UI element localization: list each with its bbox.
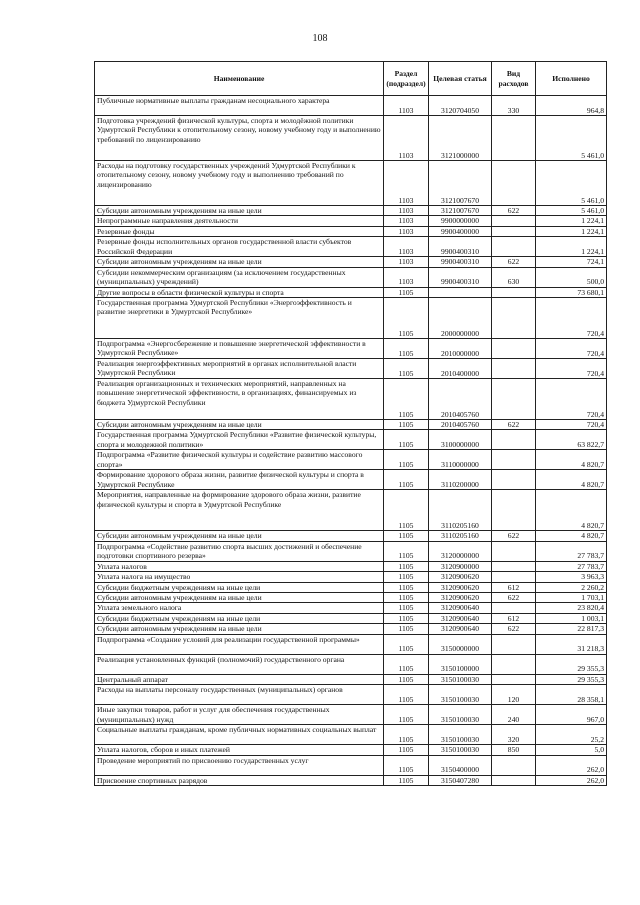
row-section: 1105 xyxy=(384,634,429,654)
row-name: Субсидии бюджетным учреждениям на иные цели xyxy=(95,582,384,592)
table-row xyxy=(95,624,607,634)
row-expense-type: 240 xyxy=(492,705,536,725)
row-name: Иные закупки товаров, работ и услуг для обеспечения государственных (муниципальных) нужд xyxy=(95,705,384,725)
header-expense-type: Вид расходов xyxy=(492,62,536,96)
row-target: 3100000000 xyxy=(429,430,492,450)
table-row xyxy=(95,775,607,785)
row-expense-type xyxy=(492,450,536,470)
row-executed: 28 358,1 xyxy=(536,685,607,705)
table-row xyxy=(95,582,607,592)
row-target: 3121007670 xyxy=(429,161,492,206)
row-executed: 23 820,4 xyxy=(536,603,607,613)
row-name: Уплата налогов xyxy=(95,561,384,571)
row-section: 1105 xyxy=(384,450,429,470)
row-expense-type: 850 xyxy=(492,745,536,755)
row-expense-type: 622 xyxy=(492,624,536,634)
row-section: 1105 xyxy=(384,572,429,582)
row-name: Подпрограмма «Содействие развитию спорта высших достижений и обеспечение подготовки спортивного резерва» xyxy=(95,541,384,561)
table-row xyxy=(95,430,607,450)
table-row xyxy=(95,450,607,470)
row-name: Мероприятия, направленные на формирование здорового образа жизни, развитие физической культуры и спорта в Удмуртской Республике xyxy=(95,490,384,531)
row-executed: 262,0 xyxy=(536,775,607,785)
row-section: 1105 xyxy=(384,705,429,725)
table-row xyxy=(95,470,607,490)
row-expense-type xyxy=(492,237,536,257)
table-row xyxy=(95,593,607,603)
row-target: 3110205160 xyxy=(429,531,492,541)
table-row xyxy=(95,561,607,571)
row-name: Уплата земельного налога xyxy=(95,603,384,613)
row-expense-type xyxy=(492,775,536,785)
row-executed: 5,0 xyxy=(536,745,607,755)
row-executed: 29 355,3 xyxy=(536,674,607,684)
row-section: 1105 xyxy=(384,725,429,745)
row-name: Социальные выплаты гражданам, кроме публичных нормативных социальных выплат xyxy=(95,725,384,745)
row-section: 1105 xyxy=(384,531,429,541)
table-row xyxy=(95,237,607,257)
row-executed: 724,1 xyxy=(536,257,607,267)
row-section: 1103 xyxy=(384,237,429,257)
table-row xyxy=(95,755,607,775)
table-row xyxy=(95,634,607,654)
row-target: 2000000000 xyxy=(429,298,492,339)
table-row xyxy=(95,379,607,420)
row-section: 1103 xyxy=(384,267,429,287)
row-section: 1105 xyxy=(384,359,429,379)
row-expense-type xyxy=(492,603,536,613)
table-row xyxy=(95,541,607,561)
row-name: Субсидии автономным учреждениям на иные цели xyxy=(95,593,384,603)
row-name: Государственная программа Удмуртской Республики «Развитие физической культуры, спорта и молодежной политики» xyxy=(95,430,384,450)
row-name: Субсидии автономным учреждениям на иные цели xyxy=(95,624,384,634)
row-target: 3120900000 xyxy=(429,561,492,571)
table-row xyxy=(95,206,607,216)
row-target: 2010405760 xyxy=(429,379,492,420)
row-executed: 500,0 xyxy=(536,267,607,287)
row-executed: 4 820,7 xyxy=(536,450,607,470)
row-expense-type xyxy=(492,654,536,674)
table-row xyxy=(95,572,607,582)
row-target: 2010400000 xyxy=(429,359,492,379)
row-executed: 4 820,7 xyxy=(536,490,607,531)
row-executed: 4 820,7 xyxy=(536,531,607,541)
row-section: 1105 xyxy=(384,613,429,623)
table-row xyxy=(95,116,607,161)
row-target: 3110000000 xyxy=(429,450,492,470)
row-name: Резервные фонды исполнительных органов государственной власти субъектов Российской Федерации xyxy=(95,237,384,257)
row-target: 3150100000 xyxy=(429,654,492,674)
row-expense-type xyxy=(492,287,536,297)
row-executed: 25,2 xyxy=(536,725,607,745)
row-section: 1105 xyxy=(384,593,429,603)
row-target: 3120900640 xyxy=(429,603,492,613)
table-row xyxy=(95,216,607,226)
row-expense-type xyxy=(492,359,536,379)
row-target: 3120704050 xyxy=(429,96,492,116)
row-expense-type xyxy=(492,116,536,161)
row-target: 9900400310 xyxy=(429,237,492,257)
row-section: 1105 xyxy=(384,470,429,490)
table-row xyxy=(95,705,607,725)
row-expense-type xyxy=(492,755,536,775)
row-target: 3120900620 xyxy=(429,582,492,592)
row-name: Подпрограмма «Создание условий для реализации государственной программы» xyxy=(95,634,384,654)
row-target: 9900400310 xyxy=(429,257,492,267)
row-target: 3120000000 xyxy=(429,541,492,561)
row-section: 1105 xyxy=(384,745,429,755)
row-target xyxy=(429,287,492,297)
row-target: 9900400310 xyxy=(429,267,492,287)
row-executed: 964,8 xyxy=(536,96,607,116)
row-target: 3150400000 xyxy=(429,755,492,775)
row-name: Другие вопросы в области физической культуры и спорта xyxy=(95,287,384,297)
row-expense-type: 612 xyxy=(492,582,536,592)
row-section: 1103 xyxy=(384,161,429,206)
row-executed: 967,0 xyxy=(536,705,607,725)
table-row xyxy=(95,359,607,379)
budget-table xyxy=(94,61,607,786)
header-target: Целевая статья xyxy=(429,62,492,96)
row-name: Подготовка учреждений физической культуры, спорта и молодёжной политики Удмуртской Республики к отопительному сезону, новому учебному году и выполнению требований по лицензированию xyxy=(95,116,384,161)
row-expense-type xyxy=(492,298,536,339)
table-row xyxy=(95,257,607,267)
row-section: 1105 xyxy=(384,775,429,785)
table-row xyxy=(95,298,607,339)
row-target: 3150100030 xyxy=(429,685,492,705)
row-target: 3150000000 xyxy=(429,634,492,654)
row-executed: 5 461,0 xyxy=(536,206,607,216)
row-expense-type xyxy=(492,379,536,420)
row-expense-type: 622 xyxy=(492,593,536,603)
row-name: Публичные нормативные выплаты гражданам несоциального характера xyxy=(95,96,384,116)
row-name: Реализация энергоэффективных мероприятий в органах исполнительной власти Удмуртской Республики xyxy=(95,359,384,379)
row-name: Формирование здорового образа жизни, развитие физической культуры и спорта в Удмуртской Республике xyxy=(95,470,384,490)
row-expense-type: 622 xyxy=(492,206,536,216)
row-section: 1105 xyxy=(384,298,429,339)
row-section: 1103 xyxy=(384,206,429,216)
row-expense-type xyxy=(492,561,536,571)
row-target: 3150100030 xyxy=(429,745,492,755)
row-section: 1105 xyxy=(384,541,429,561)
row-executed: 720,4 xyxy=(536,359,607,379)
row-name: Субсидии автономным учреждениям на иные цели xyxy=(95,206,384,216)
table-row xyxy=(95,654,607,674)
row-target: 2010000000 xyxy=(429,339,492,359)
row-executed: 5 461,0 xyxy=(536,161,607,206)
table-row xyxy=(95,603,607,613)
row-target: 3120900640 xyxy=(429,613,492,623)
row-section: 1103 xyxy=(384,116,429,161)
row-executed: 1 003,1 xyxy=(536,613,607,623)
row-expense-type: 622 xyxy=(492,257,536,267)
row-section: 1105 xyxy=(384,685,429,705)
row-name: Подпрограмма «Энергосбережение и повышение энергетической эффективности в Удмуртской Республике» xyxy=(95,339,384,359)
table-row xyxy=(95,531,607,541)
row-expense-type xyxy=(492,430,536,450)
row-executed: 720,4 xyxy=(536,339,607,359)
table-row xyxy=(95,613,607,623)
row-expense-type: 612 xyxy=(492,613,536,623)
table-row xyxy=(95,490,607,531)
row-executed: 1 224,1 xyxy=(536,237,607,257)
row-name: Расходы на выплаты персоналу государственных (муниципальных) органов xyxy=(95,685,384,705)
row-target: 3121007670 xyxy=(429,206,492,216)
row-section: 1103 xyxy=(384,226,429,236)
row-target: 3110200000 xyxy=(429,470,492,490)
row-expense-type xyxy=(492,161,536,206)
row-expense-type: 622 xyxy=(492,420,536,430)
row-executed: 1 703,1 xyxy=(536,593,607,603)
row-executed: 1 224,1 xyxy=(536,216,607,226)
row-executed: 27 783,7 xyxy=(536,541,607,561)
row-target: 3150100030 xyxy=(429,674,492,684)
row-executed: 720,4 xyxy=(536,379,607,420)
row-executed: 720,4 xyxy=(536,420,607,430)
table-row xyxy=(95,226,607,236)
row-section: 1105 xyxy=(384,603,429,613)
row-expense-type: 622 xyxy=(492,531,536,541)
row-name: Реализация установленных функций (полномочий) государственного органа xyxy=(95,654,384,674)
header-section: Раздел (подраздел) xyxy=(384,62,429,96)
row-name: Субсидии автономным учреждениям на иные цели xyxy=(95,420,384,430)
row-target: 2010405760 xyxy=(429,420,492,430)
row-executed: 22 817,3 xyxy=(536,624,607,634)
table-row xyxy=(95,96,607,116)
table-row xyxy=(95,287,607,297)
row-name: Резервные фонды xyxy=(95,226,384,236)
row-section: 1103 xyxy=(384,216,429,226)
row-expense-type: 630 xyxy=(492,267,536,287)
row-executed: 29 355,3 xyxy=(536,654,607,674)
row-executed: 5 461,0 xyxy=(536,116,607,161)
row-section: 1105 xyxy=(384,420,429,430)
row-expense-type xyxy=(492,226,536,236)
row-section: 1105 xyxy=(384,490,429,531)
row-expense-type xyxy=(492,490,536,531)
row-target: 3120900620 xyxy=(429,572,492,582)
row-executed: 2 260,2 xyxy=(536,582,607,592)
row-name: Субсидии некоммерческим организациям (за исключением государственных (муниципальных) учреждений) xyxy=(95,267,384,287)
row-executed: 1 224,1 xyxy=(536,226,607,236)
row-executed: 27 783,7 xyxy=(536,561,607,571)
table-row xyxy=(95,267,607,287)
row-section: 1105 xyxy=(384,755,429,775)
table-header-row xyxy=(95,62,607,96)
page-number: 108 xyxy=(312,33,328,44)
table-row xyxy=(95,674,607,684)
row-expense-type: 120 xyxy=(492,685,536,705)
row-expense-type xyxy=(492,339,536,359)
row-section: 1105 xyxy=(384,582,429,592)
row-target: 9900400000 xyxy=(429,226,492,236)
row-expense-type xyxy=(492,216,536,226)
row-executed: 73 680,1 xyxy=(536,287,607,297)
row-section: 1105 xyxy=(384,287,429,297)
row-target: 3120900620 xyxy=(429,593,492,603)
row-section: 1105 xyxy=(384,674,429,684)
row-name: Субсидии бюджетным учреждениям на иные цели xyxy=(95,613,384,623)
row-name: Проведение мероприятий по присвоению государственных услуг xyxy=(95,755,384,775)
row-target: 3110205160 xyxy=(429,490,492,531)
table-row xyxy=(95,161,607,206)
row-expense-type: 320 xyxy=(492,725,536,745)
row-section: 1105 xyxy=(384,379,429,420)
row-target: 3150100030 xyxy=(429,705,492,725)
row-expense-type: 330 xyxy=(492,96,536,116)
row-name: Реализация организационных и технических мероприятий, направленных на повышение энергетической эффективности, в организациях, финансируемых из бюджета Удмуртской Республики xyxy=(95,379,384,420)
row-executed: 63 822,7 xyxy=(536,430,607,450)
row-expense-type xyxy=(492,674,536,684)
row-name: Субсидии автономным учреждениям на иные цели xyxy=(95,257,384,267)
row-section: 1103 xyxy=(384,257,429,267)
row-name: Уплата налогов, сборов и иных платежей xyxy=(95,745,384,755)
row-section: 1105 xyxy=(384,654,429,674)
row-executed: 4 820,7 xyxy=(536,470,607,490)
row-section: 1105 xyxy=(384,430,429,450)
row-name: Расходы на подготовку государственных учреждений Удмуртской Республики к отопительному сезону, новому учебному году и выполнению требований по лицензированию xyxy=(95,161,384,206)
row-target: 3150100030 xyxy=(429,725,492,745)
row-name: Государственная программа Удмуртской Республики «Энергоэффективность и развитие энергетики в Удмуртской Республике» xyxy=(95,298,384,339)
row-section: 1105 xyxy=(384,624,429,634)
table-row xyxy=(95,745,607,755)
row-executed: 262,0 xyxy=(536,755,607,775)
row-section: 1105 xyxy=(384,339,429,359)
row-expense-type xyxy=(492,634,536,654)
row-target: 3150407280 xyxy=(429,775,492,785)
row-executed: 720,4 xyxy=(536,298,607,339)
row-expense-type xyxy=(492,541,536,561)
table-row xyxy=(95,685,607,705)
header-name: Наименование xyxy=(95,62,384,96)
row-name: Уплата налога на имущество xyxy=(95,572,384,582)
row-executed: 31 218,3 xyxy=(536,634,607,654)
row-section: 1105 xyxy=(384,561,429,571)
table-row xyxy=(95,339,607,359)
row-section: 1103 xyxy=(384,96,429,116)
row-name: Непрограммные направления деятельности xyxy=(95,216,384,226)
row-target: 3120900640 xyxy=(429,624,492,634)
row-executed: 3 963,3 xyxy=(536,572,607,582)
row-name: Центральный аппарат xyxy=(95,674,384,684)
row-name: Подпрограмма «Развитие физической культуры и содействие развитию массового спорта» xyxy=(95,450,384,470)
row-target: 3121000000 xyxy=(429,116,492,161)
header-executed: Исполнено xyxy=(536,62,607,96)
table-row xyxy=(95,420,607,430)
table-row xyxy=(95,725,607,745)
row-target: 9900000000 xyxy=(429,216,492,226)
row-expense-type xyxy=(492,470,536,490)
row-name: Присвоение спортивных разрядов xyxy=(95,775,384,785)
row-name: Субсидии автономным учреждениям на иные цели xyxy=(95,531,384,541)
row-expense-type xyxy=(492,572,536,582)
